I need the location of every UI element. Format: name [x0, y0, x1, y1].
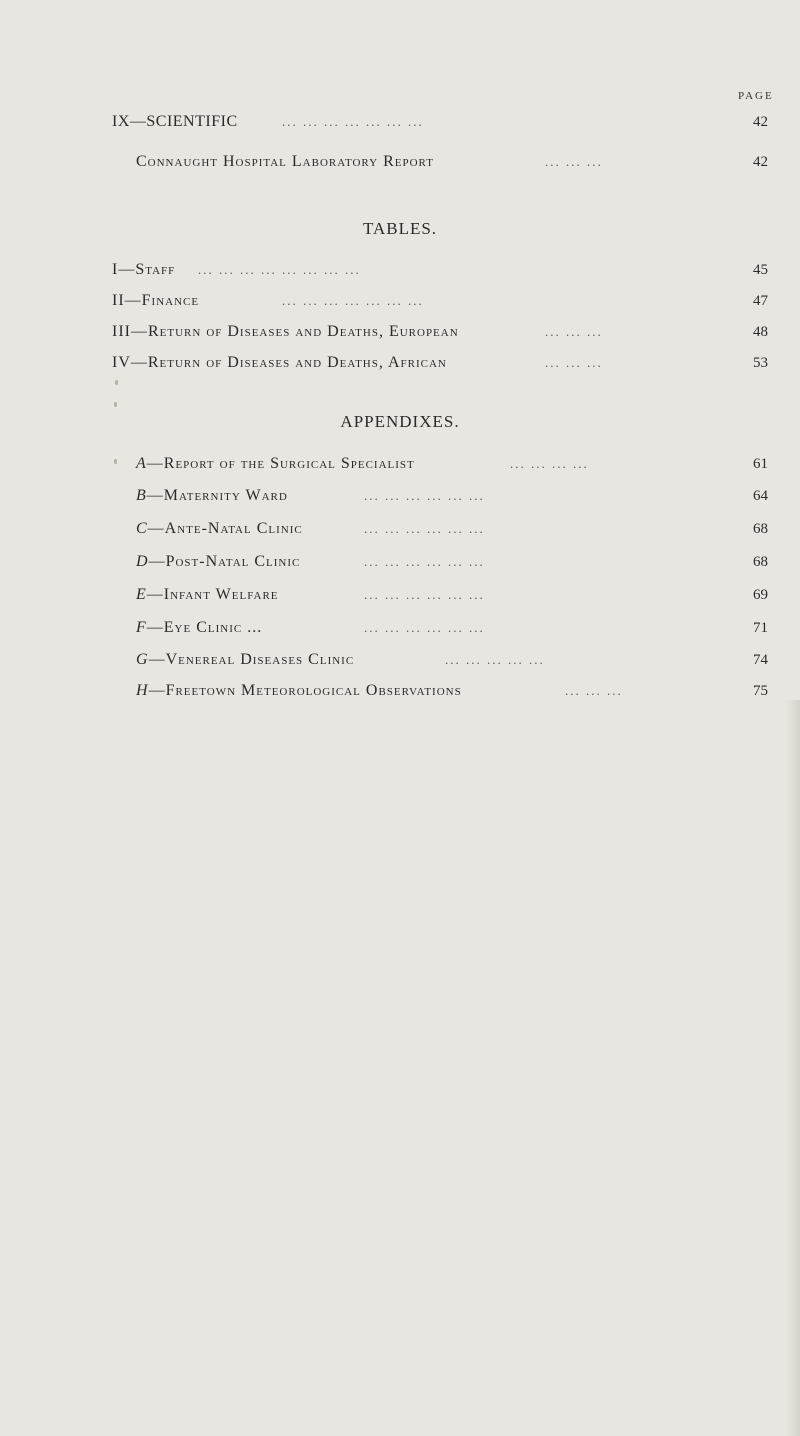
toc-entry: [0, 584, 800, 606]
appendix-title: —Report of the Surgical Specialist: [146, 455, 415, 472]
toc-entry-page: 47: [753, 293, 768, 309]
appendix-title: —Eye Clinic ...: [146, 619, 263, 636]
toc-entry: [0, 485, 800, 507]
appendix-title: —Venereal Diseases Clinic: [148, 651, 355, 668]
page-column-header: PAGE: [738, 90, 774, 102]
toc-entry-label: [136, 680, 462, 702]
appendix-letter: H: [136, 682, 149, 699]
toc-entry: [0, 352, 800, 374]
leader-dots: ... ... ... ... ... ...: [364, 521, 485, 536]
toc-entry-page: 48: [753, 324, 768, 340]
toc-entry: [0, 453, 800, 475]
leader-dots: ... ... ... ... ... ... ...: [282, 114, 424, 129]
appendix-title: —Ante-Natal Clinic: [147, 520, 303, 537]
toc-entry-label: [136, 485, 288, 507]
leader-dots: ... ... ...: [545, 154, 603, 169]
toc-entry-label: [136, 551, 300, 573]
toc-entry-page: 42: [753, 114, 768, 130]
leader-dots: ... ... ... ... ...: [445, 652, 545, 667]
leader-dots: ... ... ... ... ... ... ... ...: [198, 262, 361, 277]
toc-entry: [0, 290, 800, 312]
toc-entry-label: [136, 584, 279, 606]
toc-entry: [0, 518, 800, 540]
toc-entry-page: 64: [753, 488, 768, 504]
toc-entry: [0, 617, 800, 639]
toc-entry-label: [136, 649, 354, 671]
toc-entry-page: 61: [753, 456, 768, 472]
appendix-title: —Freetown Meteorological Observations: [148, 682, 462, 699]
toc-entry: [0, 321, 800, 343]
toc-entry-page: 69: [753, 587, 768, 603]
toc-entry-label: Connaught Hospital Laboratory Report: [136, 153, 434, 170]
leader-dots: ... ... ...: [545, 324, 603, 339]
leader-dots: ... ... ...: [565, 683, 623, 698]
toc-entry: [0, 111, 800, 133]
page-edge-shadow: [786, 700, 800, 1436]
toc-entry-label: II—Finance: [112, 292, 200, 309]
appendixes-heading: APPENDIXES.: [340, 412, 460, 431]
toc-entry: [0, 551, 800, 573]
leader-dots: ... ... ...: [545, 355, 603, 370]
toc-entry-page: 74: [753, 652, 768, 668]
paper-speck: [114, 402, 117, 407]
toc-entry-page: 68: [753, 521, 768, 537]
appendix-letter: E: [136, 586, 147, 603]
toc-entry-label: [136, 617, 262, 639]
appendix-letter: D: [136, 553, 149, 570]
paper-speck: [114, 459, 117, 464]
appendix-letter: F: [136, 619, 147, 636]
toc-entry-page: 68: [753, 554, 768, 570]
appendix-letter: G: [136, 651, 149, 668]
toc-entry: [0, 680, 800, 702]
leader-dots: ... ... ... ... ... ... ...: [282, 293, 424, 308]
leader-dots: ... ... ... ... ... ...: [364, 488, 485, 503]
leader-dots: ... ... ... ...: [510, 456, 589, 471]
toc-entry-page: 71: [753, 620, 768, 636]
toc-entry: [0, 649, 800, 671]
tables-heading: TABLES.: [362, 219, 438, 238]
toc-entry-label: III—Return of Diseases and Deaths, European: [112, 323, 459, 340]
appendix-letter: C: [136, 520, 148, 537]
toc-entry-label: I—Staff: [112, 261, 176, 278]
toc-entry: [0, 151, 800, 173]
toc-entry-label: [136, 453, 415, 475]
toc-entry: [0, 259, 800, 281]
toc-entry-label: IV—Return of Diseases and Deaths, African: [112, 354, 447, 371]
toc-entry-page: 53: [753, 355, 768, 371]
leader-dots: ... ... ... ... ... ...: [364, 587, 485, 602]
toc-entry-page: 75: [753, 683, 768, 699]
appendix-letter: B: [136, 487, 147, 504]
toc-entry-label: IX—SCIENTIFIC: [112, 113, 238, 130]
appendix-title: —Infant Welfare: [146, 586, 279, 603]
toc-entry-page: 45: [753, 262, 768, 278]
leader-dots: ... ... ... ... ... ...: [364, 620, 485, 635]
toc-entry-label: [136, 518, 303, 540]
appendix-letter: A: [136, 455, 147, 472]
paper-speck: [115, 380, 118, 385]
toc-entry-page: 42: [753, 154, 768, 170]
appendix-title: —Maternity Ward: [146, 487, 288, 504]
appendix-title: —Post-Natal Clinic: [148, 553, 301, 570]
leader-dots: ... ... ... ... ... ...: [364, 554, 485, 569]
